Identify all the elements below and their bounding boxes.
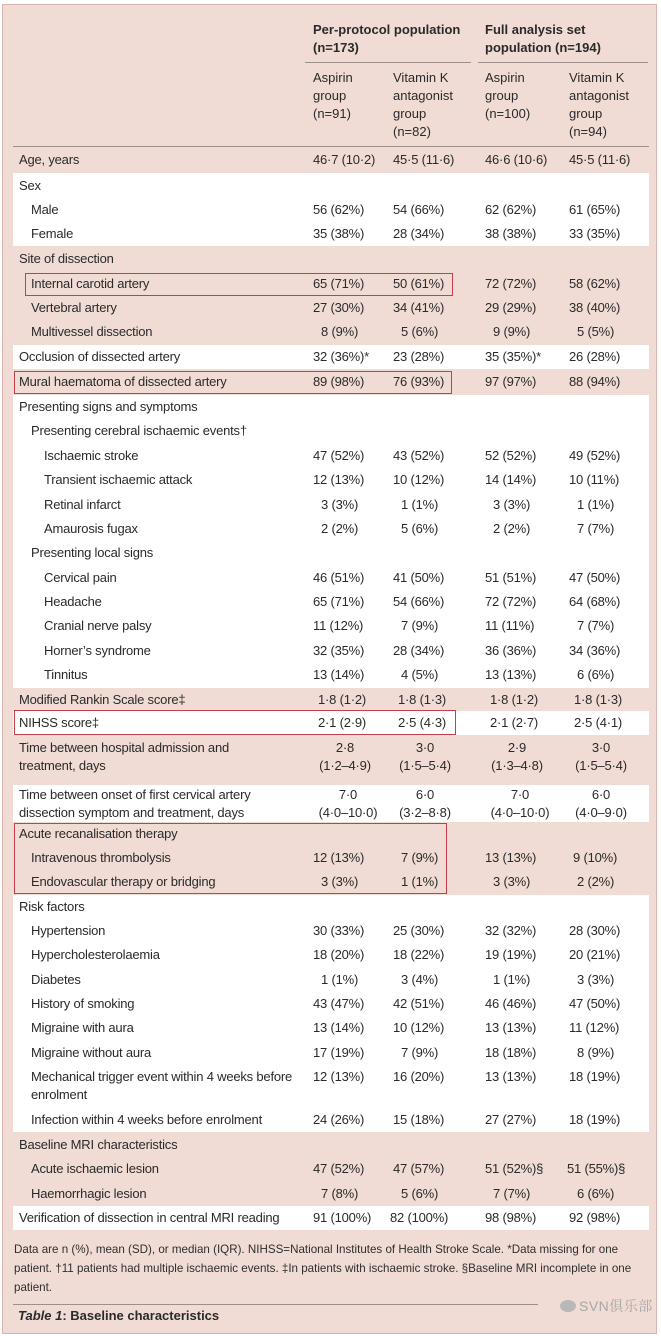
- row-label: Horner’s syndrome: [44, 643, 151, 658]
- cell: 56 (62%): [313, 202, 365, 217]
- cell: 13 (13%): [485, 1069, 537, 1084]
- cell: 20 (21%): [569, 947, 621, 962]
- cell: 13 (14%): [313, 667, 365, 682]
- cell: 3 (4%): [401, 972, 439, 987]
- table-row-multivessel: [0, 320, 661, 344]
- cell-line: 2·9: [507, 740, 527, 755]
- cell: 14 (14%): [485, 472, 537, 487]
- table-row-hypertension: [0, 919, 661, 943]
- cell: 1·8 (1·2): [490, 692, 539, 707]
- section-label: Site of dissection: [19, 251, 114, 266]
- cell: 32 (36%)*: [313, 349, 370, 364]
- section-label: Sex: [19, 178, 41, 193]
- cell: 97 (97%): [485, 374, 537, 389]
- cell: 17 (19%): [313, 1045, 365, 1060]
- section-row-presenting: [0, 395, 661, 419]
- row-label: Endovascular therapy or bridging: [31, 874, 216, 889]
- row-label: Migraine with aura: [31, 1020, 134, 1035]
- row-label: Amaurosis fugax: [44, 521, 138, 536]
- cell: 51 (55%)§: [567, 1161, 626, 1176]
- cell: 62 (62%): [485, 202, 537, 217]
- row-label-line: enrolment: [31, 1087, 88, 1102]
- cell: 28 (34%): [393, 226, 445, 241]
- cell-line: (1·3–4·8): [491, 758, 543, 773]
- wechat-icon: [560, 1300, 576, 1312]
- cell: 13 (13%): [485, 667, 537, 682]
- table-row-time-onset: [0, 785, 661, 822]
- cell-line: (1·5–5·4): [575, 758, 627, 773]
- cell: 91 (100%): [313, 1210, 372, 1225]
- cell: 5 (6%): [401, 521, 439, 536]
- cell: 2·1 (2·9): [318, 715, 367, 730]
- cell: 47 (50%): [569, 570, 621, 585]
- row-label-line: dissection symptom and treatment, days: [19, 805, 245, 820]
- cell: 61 (65%): [569, 202, 621, 217]
- cell: 65 (71%): [313, 276, 365, 291]
- row-label: [31, 1068, 292, 1104]
- row-label: Migraine without aura: [31, 1045, 152, 1060]
- cell: 43 (52%): [393, 448, 445, 463]
- column-header-line: (n=100): [485, 106, 531, 121]
- cell: 72 (72%): [485, 276, 537, 291]
- cell: 18 (19%): [569, 1069, 621, 1084]
- group-title-line: (n=173): [313, 40, 359, 55]
- column-header-line: (n=91): [313, 106, 351, 121]
- column-header-line: group: [393, 106, 427, 121]
- cell: 46·6 (10·6): [485, 152, 548, 167]
- cell: [569, 786, 633, 822]
- cell: 10 (12%): [393, 1020, 445, 1035]
- cell: 9 (10%): [573, 850, 618, 865]
- table-row-mrs: [0, 688, 661, 712]
- cell: 38 (40%): [569, 300, 621, 315]
- subsection-row-cerebral: [0, 419, 661, 443]
- cell: 92 (98%): [569, 1210, 621, 1225]
- group-divider: [478, 62, 648, 63]
- row-label: Male: [31, 202, 59, 217]
- cell: 19 (19%): [485, 947, 537, 962]
- cell: 51 (52%)§: [485, 1161, 544, 1176]
- cell: 7 (9%): [401, 850, 439, 865]
- table-row-age: [0, 148, 661, 172]
- row-label: Verification of dissection in central MRI reading: [19, 1210, 280, 1225]
- column-header-line: group: [485, 88, 519, 103]
- table-row-diabetes: [0, 968, 661, 992]
- table-row-migraine-aura: [0, 1016, 661, 1040]
- row-label: Modified Rankin Scale score‡: [19, 692, 186, 707]
- cell: 49 (52%): [569, 448, 621, 463]
- row-label: Hypertension: [31, 923, 106, 938]
- cell: 1·8 (1·3): [574, 692, 623, 707]
- row-label: Acute ischaemic lesion: [31, 1161, 159, 1176]
- row-label: [19, 739, 229, 775]
- row-label: [19, 786, 251, 822]
- cell: 18 (20%): [313, 947, 365, 962]
- cell: 28 (34%): [393, 643, 445, 658]
- group-divider: [305, 62, 471, 63]
- table-row-mechanical-trigger: [0, 1065, 661, 1109]
- cell: 10 (11%): [569, 472, 620, 487]
- section-row-risk: [0, 895, 661, 919]
- footnote: Data are n (%), mean (SD), or median (IQR). NIHSS=National Institutes of Health Stroke Scale. *Data missing for one patient. †11 patients had multiple ischaemic events. ‡In patients with ischaemic stroke. §Baseline MRI incomplete in one patient.: [14, 1243, 632, 1294]
- cell: 5 (6%): [401, 1186, 439, 1201]
- cell: [313, 739, 377, 775]
- cell-line: (4·0–9·0): [575, 805, 627, 820]
- cell: 76 (93%): [393, 374, 445, 389]
- cell-line: 7·0: [338, 787, 358, 802]
- cell: 50 (61%): [393, 276, 445, 291]
- column-header-vka-fas: [569, 69, 629, 141]
- cell: 18 (22%): [393, 947, 445, 962]
- cell: 45·5 (11·6): [393, 152, 455, 167]
- table-row-migraine-no-aura: [0, 1041, 661, 1065]
- table-row-horner: [0, 639, 661, 663]
- cell: 7 (9%): [401, 618, 439, 633]
- cell: 6 (6%): [577, 667, 615, 682]
- table-row-acute-lesion: [0, 1157, 661, 1181]
- cell: 30 (33%): [313, 923, 365, 938]
- cell: 51 (51%): [485, 570, 537, 585]
- group-title-line: Per-protocol population: [313, 22, 461, 37]
- group-header-full-analysis: [485, 21, 601, 57]
- row-label: Ischaemic stroke: [44, 448, 139, 463]
- cell: 35 (38%): [313, 226, 365, 241]
- caption-prefix: Table 1: [18, 1308, 63, 1323]
- cell: 1 (1%): [321, 972, 359, 987]
- cell: 45·5 (11·6): [569, 152, 631, 167]
- row-label: Occlusion of dissected artery: [19, 349, 181, 364]
- caption-text: : Baseline characteristics: [62, 1308, 220, 1323]
- cell: 42 (51%): [393, 996, 445, 1011]
- row-label: Tinnitus: [44, 667, 88, 682]
- row-label: Retinal infarct: [44, 497, 121, 512]
- row-label: Headache: [44, 594, 102, 609]
- cell: 5 (6%): [401, 324, 439, 339]
- cell-line: (1·5–5·4): [399, 758, 451, 773]
- cell: 46 (46%): [485, 996, 537, 1011]
- table-row-time-hospital: [0, 736, 661, 784]
- row-label: Female: [31, 226, 74, 241]
- section-label: Acute recanalisation therapy: [19, 826, 178, 841]
- cell: 12 (13%): [313, 1069, 365, 1084]
- cell: 1 (1%): [493, 972, 531, 987]
- cell: 16 (20%): [393, 1069, 445, 1084]
- cell-line: (1·2–4·9): [319, 758, 371, 773]
- cell: 2·5 (4·3): [398, 715, 447, 730]
- subsection-row-local: [0, 541, 661, 565]
- row-label: Internal carotid artery: [31, 276, 150, 291]
- cell: [393, 786, 457, 822]
- cell-line: (3·2–8·8): [399, 805, 451, 820]
- cell: 11 (12%): [313, 618, 364, 633]
- cell: 2·5 (4·1): [574, 715, 623, 730]
- highlight-box-mural: [14, 371, 452, 394]
- highlight-box-ica: [25, 273, 453, 296]
- cell: 38 (38%): [485, 226, 537, 241]
- cell-line: (4·0–10·0): [490, 805, 550, 820]
- section-label: Risk factors: [19, 899, 85, 914]
- cell: 43 (47%): [313, 996, 365, 1011]
- row-label: Age, years: [19, 152, 80, 167]
- cell: 12 (13%): [313, 850, 365, 865]
- cell: 1 (1%): [577, 497, 615, 512]
- cell: 3 (3%): [577, 972, 615, 987]
- cell: 72 (72%): [485, 594, 537, 609]
- row-label: Diabetes: [31, 972, 81, 987]
- cell: 1·8 (1·2): [318, 692, 367, 707]
- cell-line: 2·8: [335, 740, 355, 755]
- cell: 88 (94%): [569, 374, 621, 389]
- cell: 27 (27%): [485, 1112, 537, 1127]
- cell: 46 (51%): [313, 570, 365, 585]
- column-header-aspirin-pp: [313, 69, 353, 123]
- cell: 8 (9%): [577, 1045, 615, 1060]
- cell: 89 (98%): [313, 374, 365, 389]
- cell-line: 6·0: [415, 787, 435, 802]
- column-header-line: Aspirin: [313, 70, 353, 85]
- cell: 25 (30%): [393, 923, 445, 938]
- table-row-hypercholesterolaemia: [0, 943, 661, 967]
- cell: 54 (66%): [393, 202, 445, 217]
- row-label: Hypercholesterolaemia: [31, 947, 160, 962]
- cell-line: 3·0: [415, 740, 435, 755]
- cell: 58 (62%): [569, 276, 621, 291]
- cell-line: (4·0–10·0): [318, 805, 378, 820]
- column-header-line: antagonist: [393, 88, 453, 103]
- section-row-mri: [0, 1133, 661, 1157]
- row-label-line: treatment, days: [19, 758, 106, 773]
- cell: 18 (19%): [569, 1112, 621, 1127]
- cell: 41 (50%): [393, 570, 445, 585]
- cell: 7 (7%): [493, 1186, 531, 1201]
- cell: 3 (3%): [493, 874, 531, 889]
- cell: 47 (52%): [313, 1161, 365, 1176]
- cell: 18 (18%): [485, 1045, 537, 1060]
- table-caption: [18, 1308, 219, 1323]
- group-header-per-protocol: [313, 21, 460, 57]
- cell: 33 (35%): [569, 226, 621, 241]
- cell: 26 (28%): [569, 349, 621, 364]
- cell: 23 (28%): [393, 349, 445, 364]
- cell: 64 (68%): [569, 594, 621, 609]
- cell: 2 (2%): [321, 521, 359, 536]
- cell: 54 (66%): [393, 594, 445, 609]
- table-row-haemorrhagic-lesion: [0, 1182, 661, 1206]
- column-header-line: (n=82): [393, 124, 431, 139]
- row-label: Infection within 4 weeks before enrolment: [31, 1112, 262, 1127]
- cell: 29 (29%): [485, 300, 537, 315]
- column-header-line: group: [569, 106, 603, 121]
- cell-line: 7·0: [510, 787, 530, 802]
- cell: 47 (50%): [569, 996, 621, 1011]
- highlight-box-nihss: [14, 710, 456, 735]
- row-label: History of smoking: [31, 996, 135, 1011]
- cell: 7 (8%): [321, 1186, 359, 1201]
- cell: 34 (41%): [393, 300, 445, 315]
- cell: 7 (7%): [577, 618, 615, 633]
- table-row-headache: [0, 590, 661, 614]
- cell: 2 (2%): [493, 521, 531, 536]
- table-row-tinnitus: [0, 663, 661, 687]
- cell: 3 (3%): [321, 874, 359, 889]
- cell: 98 (98%): [485, 1210, 537, 1225]
- section-label: Baseline MRI characteristics: [19, 1137, 178, 1152]
- cell: 32 (35%): [313, 643, 365, 658]
- column-header-line: Vitamin K: [393, 70, 449, 85]
- section-label: Presenting signs and symptoms: [19, 399, 198, 414]
- table-row-occlusion: [0, 345, 661, 369]
- column-header-line: (n=94): [569, 124, 607, 139]
- cell: 6 (6%): [577, 1186, 615, 1201]
- cell: 32 (32%): [485, 923, 537, 938]
- cell: 52 (52%): [485, 448, 537, 463]
- subsection-label: Presenting cerebral ischaemic events†: [31, 423, 247, 438]
- cell: 11 (12%): [569, 1020, 620, 1035]
- table-row-ischaemic-stroke: [0, 444, 661, 468]
- row-label: Transient ischaemic attack: [44, 472, 193, 487]
- column-header-line: group: [313, 88, 347, 103]
- cell: 13 (14%): [313, 1020, 365, 1035]
- group-title-line: population (n=194): [485, 40, 601, 55]
- cell: [485, 786, 555, 822]
- cell: 2 (2%): [577, 874, 615, 889]
- cell: 65 (71%): [313, 594, 365, 609]
- cell: 11 (11%): [485, 618, 535, 633]
- table-row-cranial-nerve: [0, 614, 661, 638]
- group-title-line: Full analysis set: [485, 22, 586, 37]
- row-label: Cranial nerve palsy: [44, 618, 152, 633]
- row-label: Multivessel dissection: [31, 324, 153, 339]
- section-row-site: [0, 247, 661, 271]
- highlight-box-acute: [14, 823, 447, 894]
- row-label: Mural haematoma of dissected artery: [19, 374, 227, 389]
- cell: 3 (3%): [321, 497, 359, 512]
- header-divider: [13, 146, 649, 147]
- table-row-vertebral: [0, 296, 661, 320]
- cell-line: 3·0: [591, 740, 611, 755]
- footer-divider: [13, 1304, 538, 1305]
- cell: 47 (57%): [393, 1161, 445, 1176]
- row-label-line: Time between hospital admission and: [19, 740, 230, 755]
- cell: 13 (13%): [485, 850, 537, 865]
- table-row-infection: [0, 1108, 661, 1132]
- table-row-retinal-infarct: [0, 493, 661, 517]
- table-row-smoking: [0, 992, 661, 1016]
- cell: 7 (9%): [401, 1045, 439, 1060]
- table-row-amaurosis: [0, 517, 661, 541]
- cell: 82 (100%): [390, 1210, 449, 1225]
- row-label-line: Mechanical trigger event within 4 weeks before: [31, 1069, 293, 1084]
- column-header-vka-pp: [393, 69, 453, 141]
- cell: 8 (9%): [321, 324, 359, 339]
- column-header-line: Vitamin K: [569, 70, 625, 85]
- table-row-male: [0, 198, 661, 222]
- cell: 12 (13%): [313, 472, 365, 487]
- table-row-verification: [0, 1206, 661, 1230]
- cell: 15 (18%): [393, 1112, 445, 1127]
- cell: 28 (30%): [569, 923, 621, 938]
- cell: 36 (36%): [485, 643, 537, 658]
- subsection-label: Presenting local signs: [31, 545, 154, 560]
- row-label: Haemorrhagic lesion: [31, 1186, 147, 1201]
- column-header-line: antagonist: [569, 88, 629, 103]
- table-row-cervical-pain: [0, 566, 661, 590]
- row-label-line: Time between onset of first cervical artery: [19, 787, 251, 802]
- watermark: [560, 1296, 653, 1316]
- cell: 3 (3%): [493, 497, 531, 512]
- row-label: NIHSS score‡: [19, 715, 99, 730]
- cell: [569, 739, 633, 775]
- cell: 1·8 (1·3): [398, 692, 447, 707]
- cell: [393, 739, 457, 775]
- cell: 5 (5%): [577, 324, 615, 339]
- cell: [485, 739, 549, 775]
- cell: 9 (9%): [493, 324, 531, 339]
- cell: 1 (1%): [401, 874, 439, 889]
- cell: 10 (12%): [393, 472, 445, 487]
- row-label: Cervical pain: [44, 570, 117, 585]
- row-label: Vertebral artery: [31, 300, 117, 315]
- cell: 34 (36%): [569, 643, 621, 658]
- cell: [313, 786, 383, 822]
- column-header-aspirin-fas: [485, 69, 530, 123]
- section-row-sex: [0, 174, 661, 198]
- row-label: Intravenous thrombolysis: [31, 850, 171, 865]
- cell: 7 (7%): [577, 521, 615, 536]
- cell: 1 (1%): [401, 497, 439, 512]
- watermark-text: SVN俱乐部: [579, 1298, 653, 1314]
- cell: 46·7 (10·2): [313, 152, 376, 167]
- cell: 4 (5%): [401, 667, 439, 682]
- cell: 2·1 (2·7): [490, 715, 539, 730]
- cell: 35 (35%)*: [485, 349, 542, 364]
- column-header-line: Aspirin: [485, 70, 525, 85]
- table-row-female: [0, 222, 661, 246]
- cell: 27 (30%): [313, 300, 365, 315]
- cell: 13 (13%): [485, 1020, 537, 1035]
- cell: 24 (26%): [313, 1112, 365, 1127]
- cell-line: 6·0: [591, 787, 611, 802]
- cell: 47 (52%): [313, 448, 365, 463]
- table-row-tia: [0, 468, 661, 492]
